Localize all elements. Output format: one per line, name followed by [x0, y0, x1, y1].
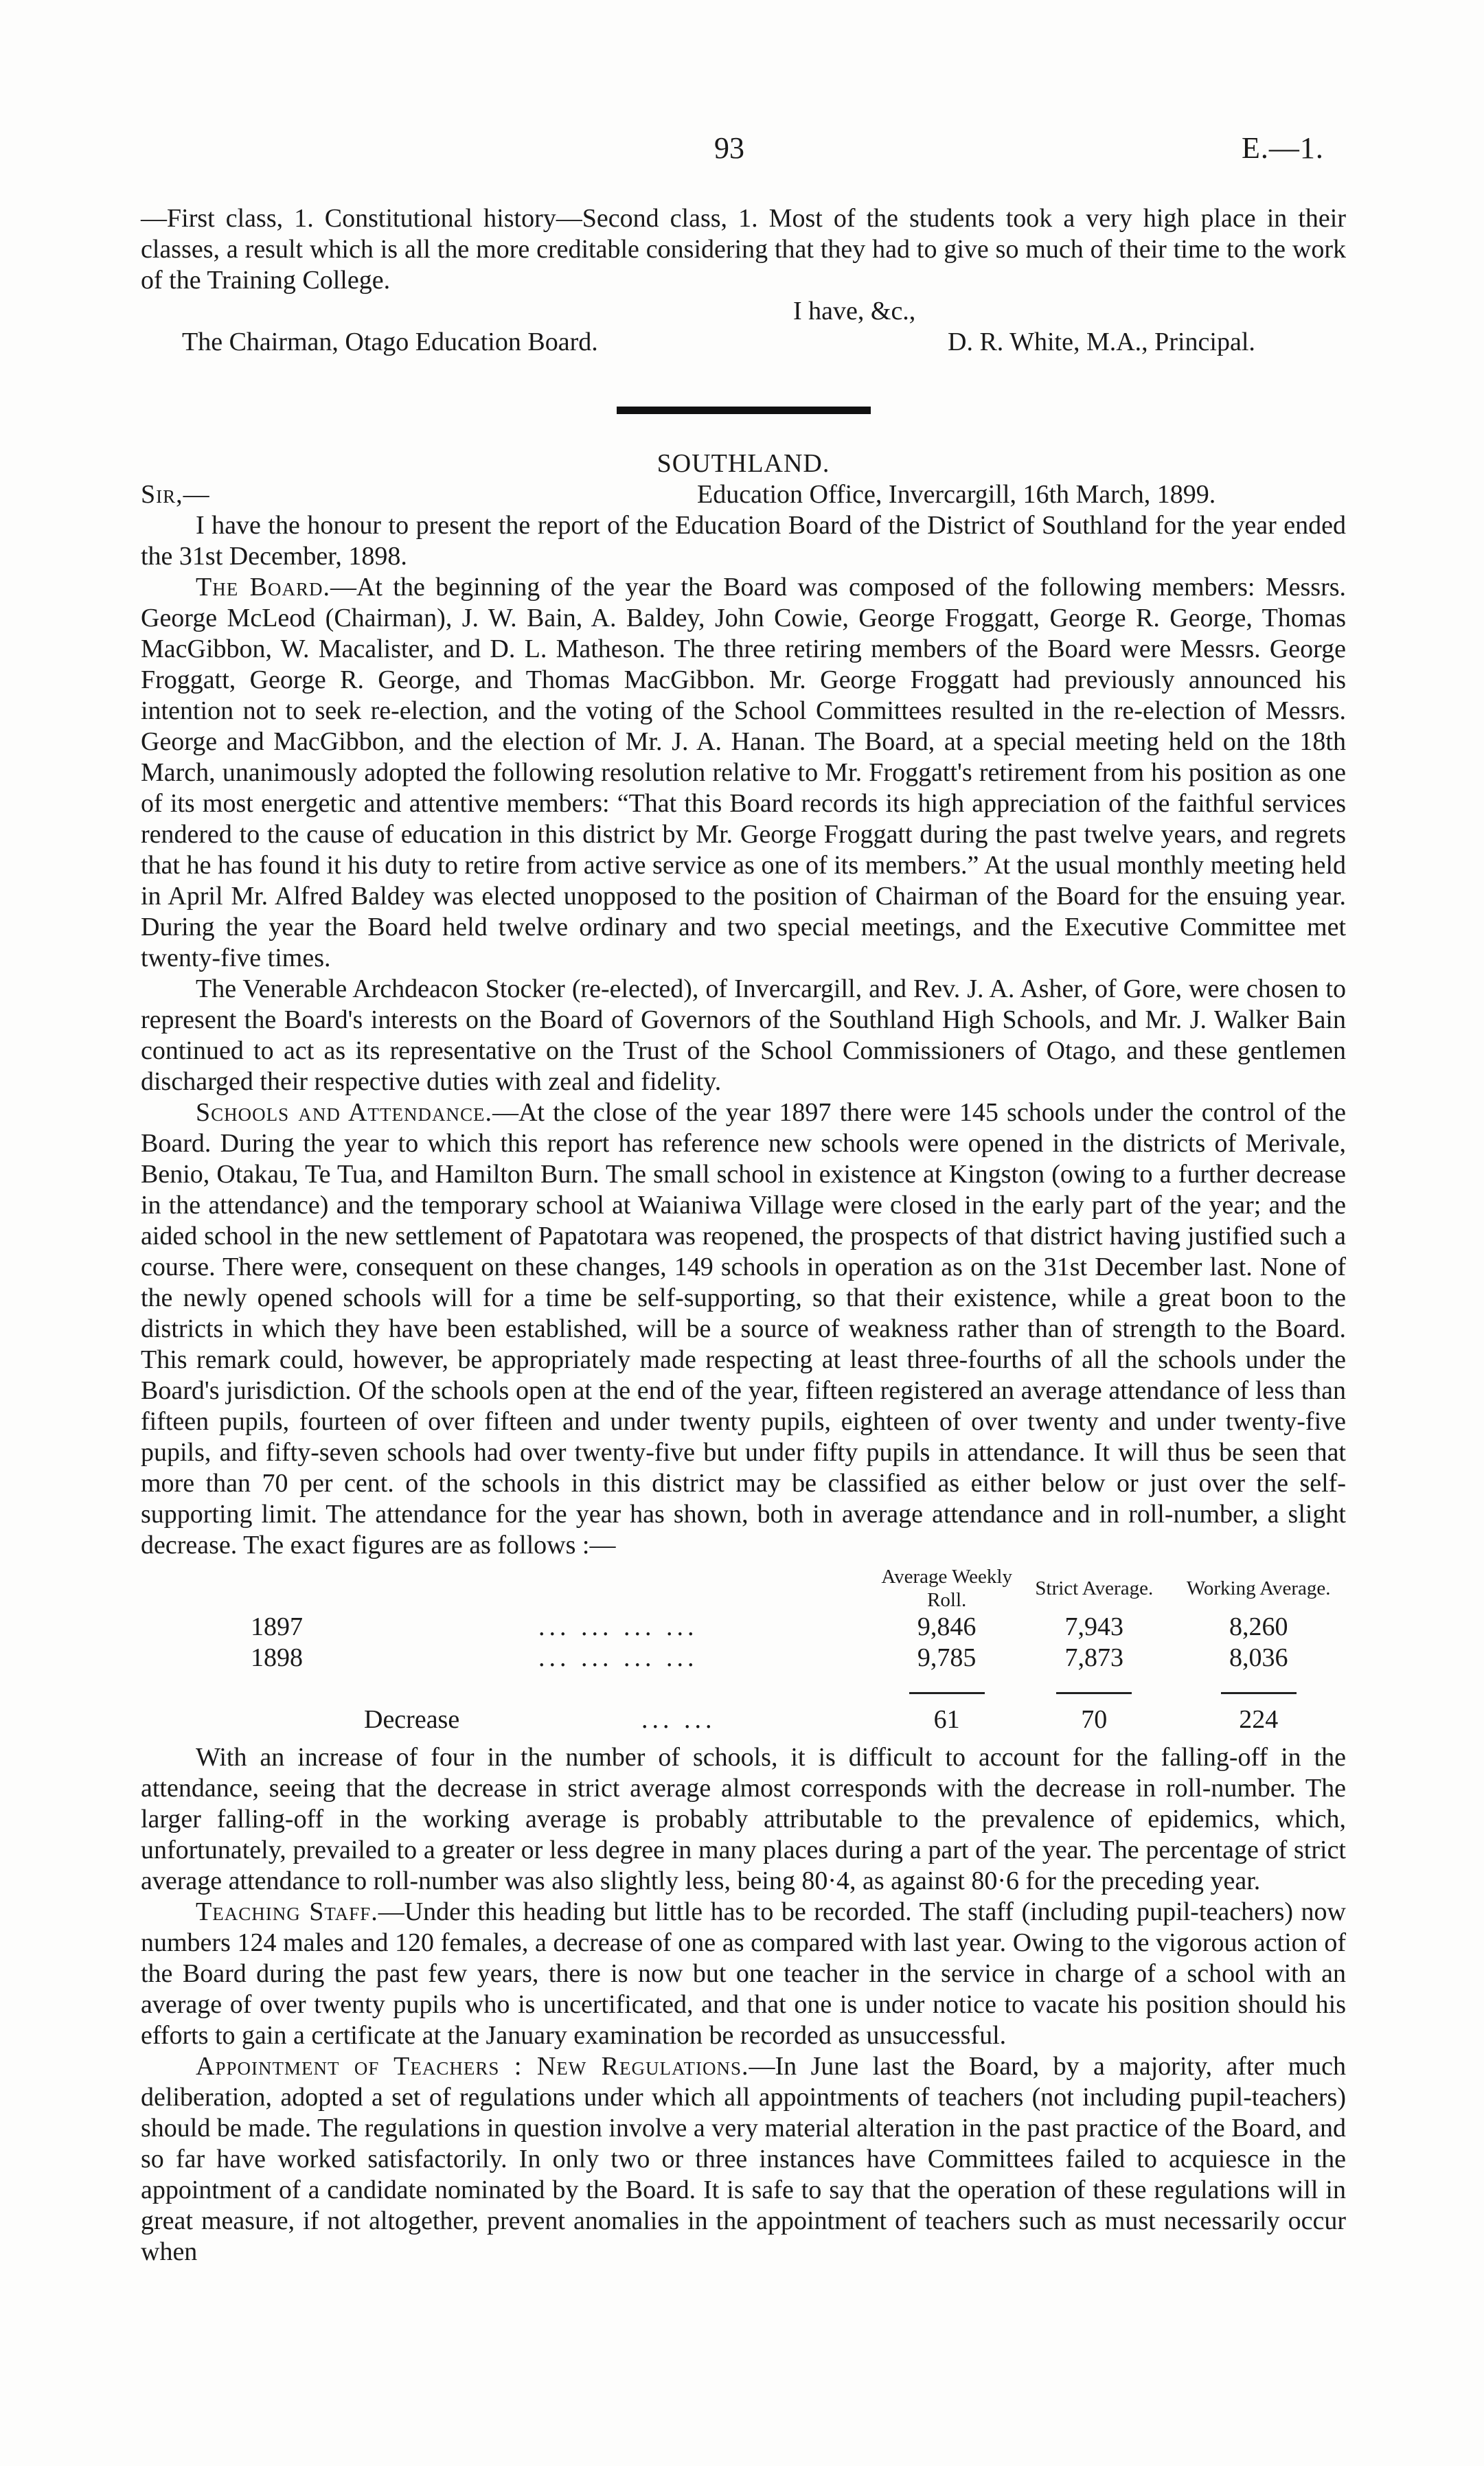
schools-paragraph	[141, 1097, 1346, 1561]
attendance-table	[141, 1565, 1346, 1735]
working-cell: 8,036	[1229, 1643, 1288, 1672]
board-heading: The Board.	[196, 573, 330, 602]
decrease-row	[141, 1704, 1346, 1735]
body-text	[141, 203, 1346, 2268]
signature-row	[141, 327, 1346, 365]
column-header: Working Average.	[1186, 1577, 1331, 1599]
sum-rule	[1221, 1692, 1297, 1697]
section-divider	[617, 407, 871, 414]
strict-cell: 7,873	[1064, 1643, 1124, 1672]
signature: D. R. White, M.A., Principal.	[948, 328, 1255, 356]
board-text: —At the beginning of the year the Board was composed of the following members: Messrs. George McLeod (Chairman), J. W. Bain, A. Baldey, John Cowie, George Froggatt, George R. George, Thomas MacGibbon, W. Macalister, and D. L. Matheson. The three retiring members of the Board were Messrs. George Froggatt, George R. George, and Thomas MacGibbon. Mr. George Froggatt had previously announced his intention not to seek re-election, and the voting of the School Committees resulted in the re-election of Messrs. George and MacGibbon, and the election of Mr. J. A. Hanan. The Board, at a special meeting held on the 18th March, unanimously adopted the following resolution relative to Mr. Froggatt's retirement from his position as one of its most energetic and attentive members: “That this Board records its high appreciation of the faithful services rendered to the cause of education in this district by Mr. George Froggatt during the past twelve years, and regrets that he has found it his duty to retire from active service as one of its members.” At the usual monthly meeting held in April Mr. Alfred Baldey was elected unopposed to the position of Chairman of the Board for the ensuing year. During the year the Board held twelve ordinary and two special meetings, and the Executive Committee met twenty-five times.	[141, 573, 1347, 972]
dateline: Education Office, Invercargill, 16th March, 1899.	[697, 480, 1216, 509]
year-cell: 1897	[251, 1612, 303, 1641]
table-row	[141, 1643, 1346, 1674]
staff-heading: Teaching Staff.	[196, 1897, 378, 1926]
appointment-paragraph	[141, 2051, 1346, 2268]
leader-dots: ... ... ... ...	[538, 1643, 698, 1672]
after-table-paragraph: With an increase of four in the number of schools, it is difficult to account for the falling-off in the attendance, seeing that the decrease in strict average almost corresponds with the decrease in roll-number. The larger falling-off in the working average is probably attributable to the prevalence of epidemics, which, unfortunately, prevailed to a greater or less degree in many places during a part of the year. The percentage of strict average attendance to roll-number was also slightly less, being 80·4, as against 80·6 for the preceding year.	[141, 1743, 1346, 1895]
column-header: Strict Average.	[1035, 1577, 1154, 1599]
opening-paragraph: I have the honour to present the report of the Education Board of the District of Southland for the year ended the 31st December, 1898.	[141, 511, 1346, 571]
addressee: The Chairman, Otago Education Board.	[182, 328, 598, 356]
roll-cell: 9,846	[917, 1612, 977, 1641]
working-decrease: 224	[1239, 1705, 1279, 1734]
document-reference: E.—1.	[1242, 131, 1324, 165]
section-title: SOUTHLAND.	[657, 449, 830, 478]
staff-paragraph	[141, 1897, 1346, 2051]
column-header: Average Weekly Roll.	[881, 1566, 1012, 1611]
leader-dots: ... ... ... ...	[538, 1612, 698, 1641]
roll-cell: 9,785	[917, 1643, 977, 1672]
decrease-label: Decrease	[364, 1705, 460, 1734]
staff-text: —Under this heading but little has to be recorded. The staff (including pupil-teachers) now numbers 124 males and 120 females, a decrease of one as compared with last year. Owing to the vigorous action of the Board during the past few years, there is now but one teacher in the service in charge of a school with an average of over twenty pupils who is uncertificated, and that one is under notice to vacate his position should his efforts to gain a certificate at the January examination be recorded as unsuccessful.	[141, 1897, 1346, 2050]
closing-line: I have, &c.,	[793, 297, 916, 326]
year-cell: 1898	[251, 1643, 303, 1672]
sum-rule	[909, 1692, 985, 1697]
strict-decrease: 70	[1081, 1705, 1108, 1734]
continuation-paragraph: —First class, 1. Constitutional history—Second class, 1. Most of the students took a very high place in their classes, a result which is all the more creditable considering that they had to give so much of their time to the work of the Training College.	[141, 204, 1346, 295]
roll-decrease: 61	[933, 1705, 960, 1734]
governors-paragraph: The Venerable Archdeacon Stocker (re-elected), of Invercargill, and Rev. J. A. Asher, of Gore, were chosen to represent the Board's interests on the Board of Governors of the Southland High Schools, and Mr. J. Walker Bain continued to act as its representative on the Trust of the School Commissioners of Otago, and these gentlemen discharged their respective duties with zeal and fidelity.	[141, 974, 1346, 1096]
appointment-text: —In June last the Board, by a majority, after much deliberation, adopted a set of regulations under which all appointments of teachers (not including pupil-teachers) should be made. The regulations in question involve a very material alteration in the past practice of the Board, and so far have worked satisfactorily. In only two or three instances have Committees failed to acquiesce in the appointment of a candidate nominated by the Board. It is safe to say that the operation of these regulations will in great measure, if not altogether, prevent anomalies in the appointment of teachers such as must necessarily occur when	[141, 2052, 1347, 2266]
leader-dots: ... ...	[641, 1705, 716, 1734]
table-rule-row	[141, 1674, 1346, 1704]
page-number: 93	[714, 131, 744, 165]
table-row	[141, 1612, 1346, 1643]
salutation: Sir,—	[141, 480, 210, 509]
appointment-heading: Appointment of Teachers : New Regulations.	[196, 2052, 749, 2081]
sum-rule	[1056, 1692, 1132, 1697]
table-header-row	[141, 1565, 1346, 1612]
salutation-row	[141, 479, 1346, 510]
schools-heading: Schools and Attendance.	[196, 1098, 492, 1127]
working-cell: 8,260	[1229, 1612, 1288, 1641]
board-paragraph	[141, 572, 1346, 974]
strict-cell: 7,943	[1064, 1612, 1124, 1641]
schools-text: —At the close of the year 1897 there were 145 schools under the control of the Board. During the year to which this report has reference new schools were opened in the districts of Merivale, Benio, Otakau, Te Tua, and Hamilton Burn. The small school in existence at Kingston (owing to a further decrease in the attendance) and the temporary school at Waianiwa Village were closed in the early part of the year; and the aided school in the new settlement of Papatotara was reopened, the prospects of that district having justified such a course. There were, consequent on these changes, 149 schools in operation as on the 31st December last. None of the newly opened schools will for a time be self-supporting, so that their existence, while a great boon to the districts in which they have been established, will be a source of weakness rather than of strength to the Board. This remark could, however, be appropriately made respecting at least three-fourths of all the schools under the Board's jurisdiction. Of the schools open at the end of the year, fifteen registered an average attendance of less than fifteen pupils, fourteen of over fifteen and under twenty pupils, eighteen of over twenty and under twenty-five pupils, and fifty-seven schools had over twenty-five but under fifty pupils in attendance. It will thus be seen that more than 70 per cent. of the schools in this district may be classified as either below or just over the self-supporting limit. The attendance for the year has shown, both in average attendance and in roll-number, a slight decrease. The exact figures are as follows :—	[141, 1098, 1346, 1560]
